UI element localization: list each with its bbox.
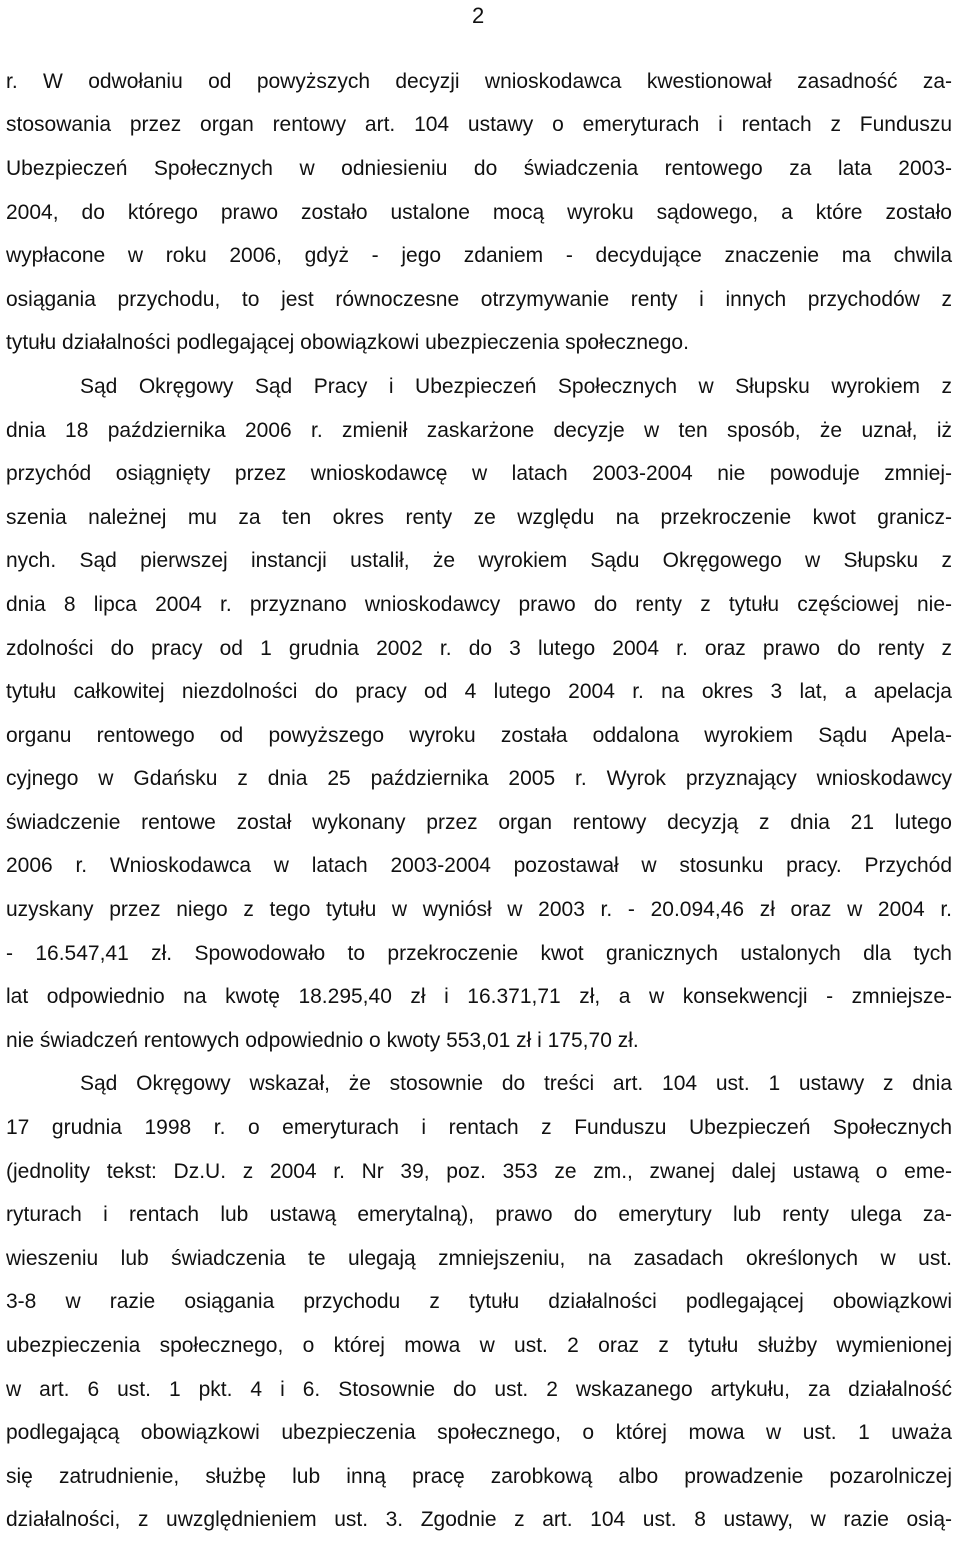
text-line [0,888,960,932]
text-line [0,1063,960,1107]
text-line-content: uzyskany przez niego z tego tytułu w wyniósł w 2003 r. - 20.094,46 zł oraz w 2004 r. [6,898,952,922]
text-line-content: dnia 8 lipca 2004 r. przyznano wnioskodawcy prawo do renty z tytułu częściowej nie- [6,592,952,616]
page-number: 2 [472,3,485,28]
text-line-content: się zatrudnienie, służbę lub inną pracę zarobkową albo prowadzenie pozarolniczej [6,1464,952,1488]
text-line [0,365,960,409]
text-line [0,1368,960,1412]
text-line [0,1324,960,1368]
text-line-content: (jednolity tekst: Dz.U. z 2004 r. Nr 39, poz. 353 ze zm., zwanej dalej ustawą o eme- [6,1159,952,1183]
text-line-content: działalności, z uwzględnieniem ust. 3. Zgodnie z art. 104 ust. 8 ustawy, w razie osią- [6,1508,952,1532]
text-line-content: 2006 r. Wnioskodawca w latach 2003-2004 pozostawał w stosunku pracy. Przychód [6,854,952,878]
text-line-content: Sąd Okręgowy wskazał, że stosownie do treści art. 104 ust. 1 ustawy z dnia [80,1072,952,1096]
text-line [0,932,960,976]
text-line [0,1411,960,1455]
text-line-content: wypłacone w roku 2006, gdyż - jego zdaniem - decydujące znaczenie ma chwila [6,244,952,268]
text-line-content: tytułu działalności podlegającej obowiązkowi ubezpieczenia społecznego. [6,331,689,355]
text-line-content: w art. 6 ust. 1 pkt. 4 i 6. Stosownie do ust. 2 wskazanego artykułu, za działalność [6,1377,952,1401]
text-line [0,1499,960,1543]
text-line-content: lat odpowiednio na kwotę 18.295,40 zł i 16.371,71 zł, a w konsekwencji - zmniejsze- [6,985,952,1009]
text-line [0,496,960,540]
text-line-content: przychód osiągnięty przez wnioskodawcę w latach 2003-2004 nie powoduje zmniej- [6,462,952,486]
text-line [0,1019,960,1063]
text-line [0,758,960,802]
text-line-content: świadczenie rentowe został wykonany przez organ rentowy decyzją z dnia 21 lutego [6,810,952,834]
text-line [0,278,960,322]
text-line-content: nych. Sąd pierwszej instancji ustalił, że wyrokiem Sądu Okręgowego w Słupsku z [6,549,952,573]
text-line [0,845,960,889]
text-line-content: ubezpieczenia społecznego, o której mowa w ust. 2 oraz z tytułu służby wymienionej [6,1334,952,1358]
text-line [0,191,960,235]
text-line [0,1237,960,1281]
document-body [0,60,960,1542]
text-line [0,452,960,496]
text-line [0,1106,960,1150]
text-line-content: 17 grudnia 1998 r. o emeryturach i rentach z Funduszu Ubezpieczeń Społecznych [6,1116,952,1140]
text-line [0,1281,960,1325]
text-line-content: organu rentowego od powyższego wyroku została oddalona wyrokiem Sądu Apela- [6,723,952,747]
text-line-content: r. W odwołaniu od powyższych decyzji wnioskodawca kwestionował zasadność za- [6,69,952,93]
text-line-content: Sąd Okręgowy Sąd Pracy i Ubezpieczeń Społecznych w Słupsku wyrokiem z [80,374,952,398]
text-line-content: nie świadczeń rentowych odpowiednio o kwoty 553,01 zł i 175,70 zł. [6,1028,639,1052]
text-line-content: 3-8 w razie osiągania przychodu z tytułu działalności podlegającej obowiązkowi [6,1290,952,1314]
text-line [0,60,960,104]
text-line [0,234,960,278]
text-line-content: osiągania przychodu, to jest równoczesne otrzymywanie renty i innych przychodów z [6,287,952,311]
text-line [0,1455,960,1499]
text-line [0,1193,960,1237]
text-line [0,322,960,366]
text-line [0,540,960,584]
text-line [0,147,960,191]
text-line-content: stosowania przez organ rentowy art. 104 ustawy o emeryturach i rentach z Funduszu [6,113,952,137]
text-line-content: cyjnego w Gdańsku z dnia 25 października 2005 r. Wyrok przyznający wnioskodawcy [6,767,952,791]
text-line [0,670,960,714]
text-line [0,627,960,671]
text-line [0,1150,960,1194]
text-line-content: ryturach i rentach lub ustawą emerytalną), prawo do emerytury lub renty ulega za- [6,1203,952,1227]
text-line-content: szenia należnej mu za ten okres renty ze względu na przekroczenie kwot granicz- [6,505,952,529]
text-line [0,583,960,627]
text-line [0,801,960,845]
text-line [0,104,960,148]
text-line-content: Ubezpieczeń Społecznych w odniesieniu do świadczenia rentowego za lata 2003- [6,156,952,180]
text-line-content: - 16.547,41 zł. Spowodowało to przekroczenie kwot granicznych ustalonych dla tych [6,941,952,965]
text-line-content: podlegającą obowiązkowi ubezpieczenia społecznego, o której mowa w ust. 1 uważa [6,1421,952,1445]
text-line-content: zdolności do pracy od 1 grudnia 2002 r. do 3 lutego 2004 r. oraz prawo do renty z [6,636,952,660]
text-line [0,409,960,453]
text-line [0,975,960,1019]
text-line [0,714,960,758]
text-line-content: dnia 18 października 2006 r. zmienił zaskarżone decyzje w ten sposób, że uznał, iż [6,418,952,442]
text-line-content: tytułu całkowitej niezdolności do pracy od 4 lutego 2004 r. na okres 3 lat, a apelacja [6,680,952,704]
text-line-content: 2004, do którego prawo zostało ustalone mocą wyroku sądowego, a które zostało [6,200,952,224]
text-line-content: wieszeniu lub świadczenia te ulegają zmniejszeniu, na zasadach określonych w ust. [6,1246,952,1270]
